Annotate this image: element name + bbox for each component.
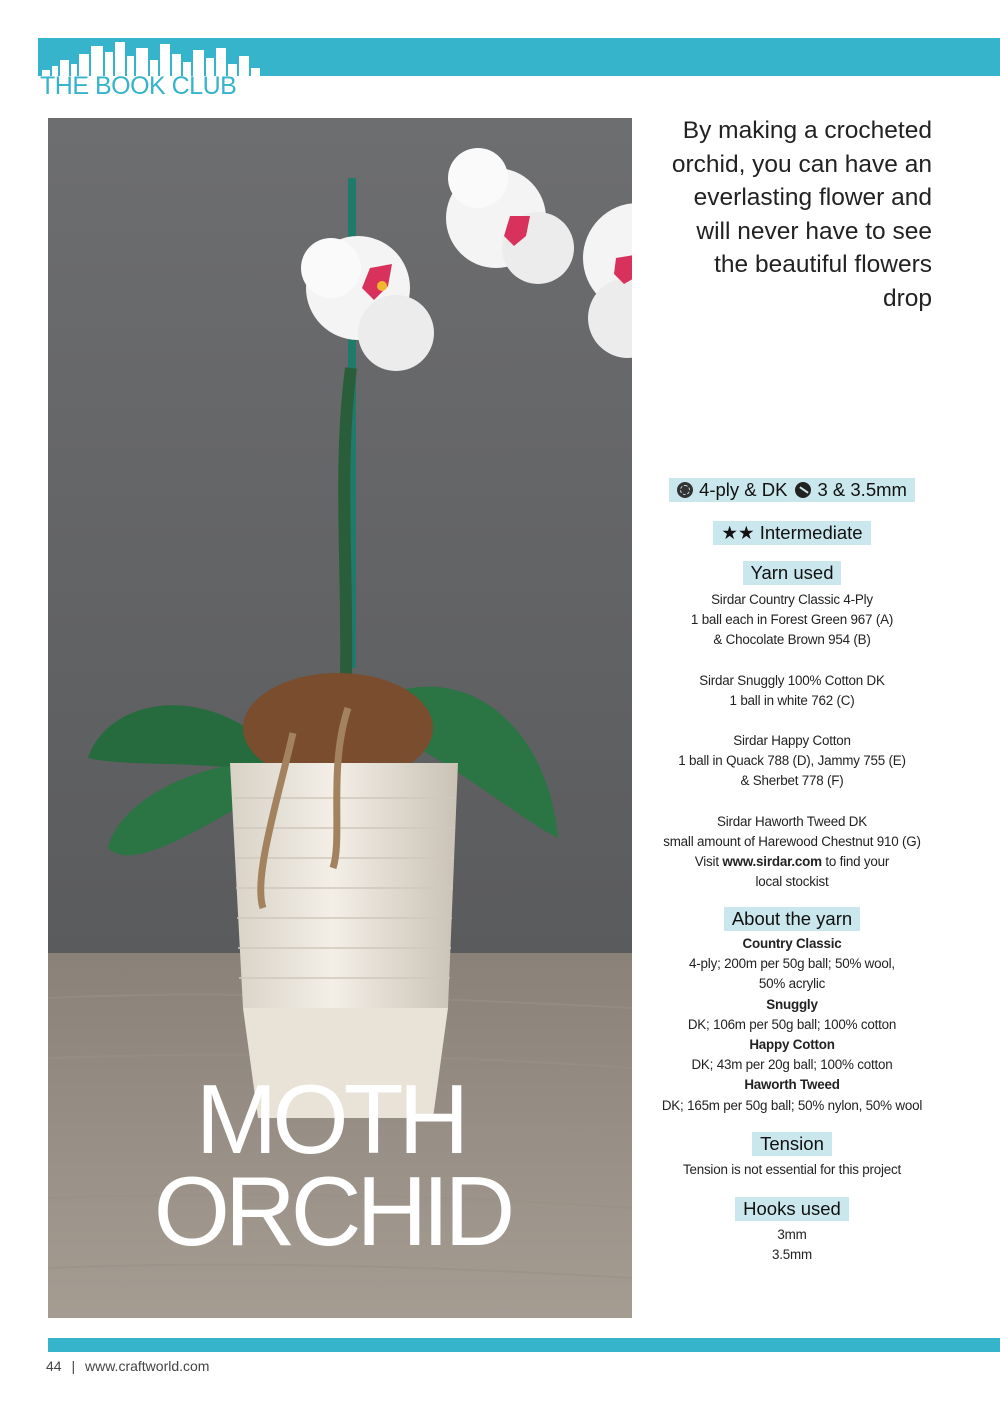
yarn-name: Country Classic — [742, 936, 842, 951]
visit-suffix: to find your — [825, 854, 890, 870]
visit-line — [652, 852, 932, 872]
footer — [46, 1358, 209, 1374]
intro-text: By making a crocheted orchid, you can have an everlasting flower and will never have to see the beautiful flowers drop — [671, 117, 932, 312]
yarn-line: & Chocolate Brown 954 (B) — [713, 632, 871, 648]
crochet-hook-icon — [795, 482, 811, 498]
spec-strip — [652, 478, 932, 502]
skill-level — [652, 521, 932, 545]
yarn-line: Sirdar Happy Cotton — [733, 733, 851, 749]
yarn-used-section — [652, 561, 932, 892]
yarn-weight: 4-ply & DK — [699, 479, 788, 500]
hook-size: 3 & 3.5mm — [817, 479, 907, 500]
footer-bar — [48, 1338, 1000, 1352]
yarn-spec-line: DK; 106m per 50g ball; 100% cotton — [687, 1016, 897, 1032]
tension-heading: Tension — [752, 1132, 832, 1156]
title-line-1: MOTH — [195, 1064, 465, 1174]
visit-line-2: local stockist — [755, 874, 829, 890]
yarn-used-heading: Yarn used — [743, 561, 842, 585]
title-line-2: ORCHID — [153, 1156, 511, 1266]
yarn-name: Haworth Tweed — [744, 1077, 840, 1093]
yarn-line: Sirdar Haworth Tweed DK — [717, 813, 867, 829]
yarn-spec-line: 50% acrylic — [758, 976, 826, 992]
section-title: THE BOOK CLUB — [40, 72, 237, 100]
spec-highlight — [669, 478, 915, 502]
hook-line: 3mm — [777, 1227, 807, 1242]
hook-line: 3.5mm — [772, 1247, 812, 1263]
hooks-section — [652, 1197, 932, 1265]
website-link[interactable]: www.craftworld.com — [85, 1358, 210, 1374]
yarn-spec-line: DK; 43m per 20g ball; 100% cotton — [691, 1057, 893, 1073]
yarn-line: 1 ball in white 762 (C) — [729, 692, 855, 708]
yarn-line: 1 ball each in Forest Green 967 (A) — [690, 612, 894, 628]
page-number: 44 — [46, 1358, 62, 1374]
yarn-spec-line: 4-ply; 200m per 50g ball; 50% wool, — [689, 956, 895, 972]
yarn-line: small amount of Harewood Chestnut 910 (G) — [663, 833, 921, 849]
yarn-line: & Sherbet 778 (F) — [740, 773, 844, 789]
yarn-name: Snuggly — [766, 996, 818, 1012]
tension-text: Tension is not essential for this project — [682, 1162, 902, 1177]
level-label: Intermediate — [759, 522, 863, 543]
yarn-ball-icon — [677, 482, 693, 498]
yarn-line: 1 ball in Quack 788 (D), Jammy 755 (E) — [678, 753, 906, 769]
level-stars-icon: ★★ — [721, 522, 755, 543]
sirdar-link[interactable]: www.sirdar.com — [722, 854, 822, 870]
yarn-spec-line: DK; 165m per 50g ball; 50% nylon, 50% wool — [661, 1097, 923, 1113]
yarn-line: Sirdar Snuggly 100% Cotton DK — [699, 672, 885, 688]
about-yarn-section — [652, 907, 932, 1116]
yarn-name: Happy Cotton — [749, 1037, 835, 1053]
about-yarn-heading: About the yarn — [724, 907, 860, 931]
hooks-heading: Hooks used — [735, 1197, 849, 1221]
footer-separator: | — [71, 1358, 76, 1374]
tension-section — [652, 1132, 932, 1180]
visit-prefix: Visit — [694, 854, 719, 870]
yarn-line: Sirdar Country Classic 4-Ply — [711, 592, 873, 607]
level-highlight — [713, 521, 870, 545]
